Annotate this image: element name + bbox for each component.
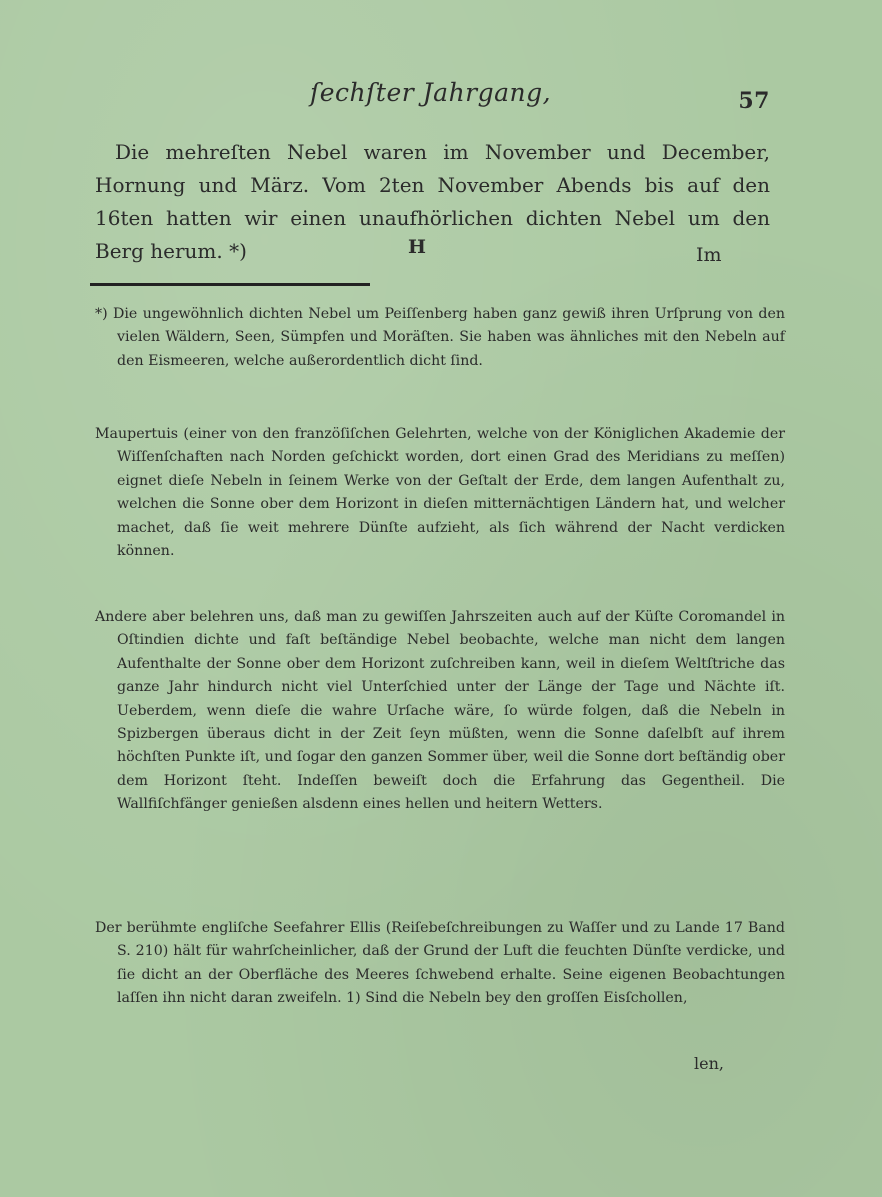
footnote-1	[95, 303, 785, 373]
footnote-4	[95, 917, 785, 1011]
signature-mark: H	[408, 236, 426, 258]
footnote-text: Andere aber belehren uns, daß man zu gewiſſen Jahrszeiten auch auf der Küſte Coromandel in Oſtindien dichte und faſt beſtändige Nebel beobachte, welche man nicht dem langen Aufenthalte der Sonne ober dem Horizont zuſchreiben kann, weil in dieſem Weltſtriche das ganze Jahr hindurch nicht viel Unterſchied unter der Länge der Tage und Nächte iſt. Ueberdem, wenn dieſe die wahre Urſache wäre, ſo würde folgen, daß die Nebeln in Spizbergen überaus dicht in der Zeit ſeyn müßten, wenn die Sonne daſelbſt auf ihrem höchſten Punkte iſt, und ſogar den ganzen Sommer über, weil die Sonne dort beſtändig ober dem Horizont ſteht. Indeſſen beweiſt doch die Erfahrung das Gegentheil. Die Wallfiſchfänger genießen alsdenn eines hellen und heitern Wetters.	[95, 609, 785, 813]
main-paragraph: Die mehreſten Nebel waren im November und December, Hornung und März. Vom 2ten November Abends bis auf den 16ten hatten wir einen unaufhörlichen dichten Nebel um den Berg herum. *)	[95, 140, 770, 263]
page-header	[310, 78, 770, 118]
footnote-text: Maupertuis (einer von den franzöſiſchen Gelehrten, welche von der Königlichen Akademie der Wiſſenſchaften nach Norden geſchickt worden, dort einen Grad des Meridians zu meſſen) eignet dieſe Nebeln in ſeinem Werke von der Geſtalt der Erde, dem langen Aufenthalt zu, welchen die Sonne ober dem Horizont in dieſen mitternächtigen Ländern hat, und welcher machet, daß ſie weit mehrere Dünſte aufzieht, als ſich während der Nacht verdicken können.	[95, 426, 785, 560]
footnote-3	[95, 606, 785, 817]
catchword-bottom: len,	[694, 1054, 724, 1073]
page-number: 57	[738, 88, 770, 114]
footnote-text: *) Die ungewöhnlich dichten Nebel um Peiſſenberg haben ganz gewiß ihren Urſprung von den vielen Wäldern, Seen, Sümpfen und Moräſten. Sie haben was ähnliches mit den Nebeln auf den Eismeeren, welche außerordentlich dicht ſind.	[95, 306, 785, 369]
footnote-text: Der berühmte engliſche Seefahrer Ellis (Reiſebeſchreibungen zu Waſſer und zu Lande 17 Band S. 210) hält für wahrſcheinlicher, daß der Grund der Luft die feuchten Dünſte verdicke, und ſie dicht an der Oberfläche des Meeres ſchwebend erhalte. Seine eigenen Beobachtungen laſſen ihn nicht daran zweifeln. 1) Sind die Nebeln bey den groſſen Eisſchollen,	[95, 920, 785, 1007]
footnote-rule	[90, 283, 370, 286]
footnote-2	[95, 423, 785, 563]
running-title: ſechſter Jahrgang,	[310, 78, 552, 107]
main-text	[95, 136, 770, 268]
catchword-top: Im	[696, 244, 722, 266]
